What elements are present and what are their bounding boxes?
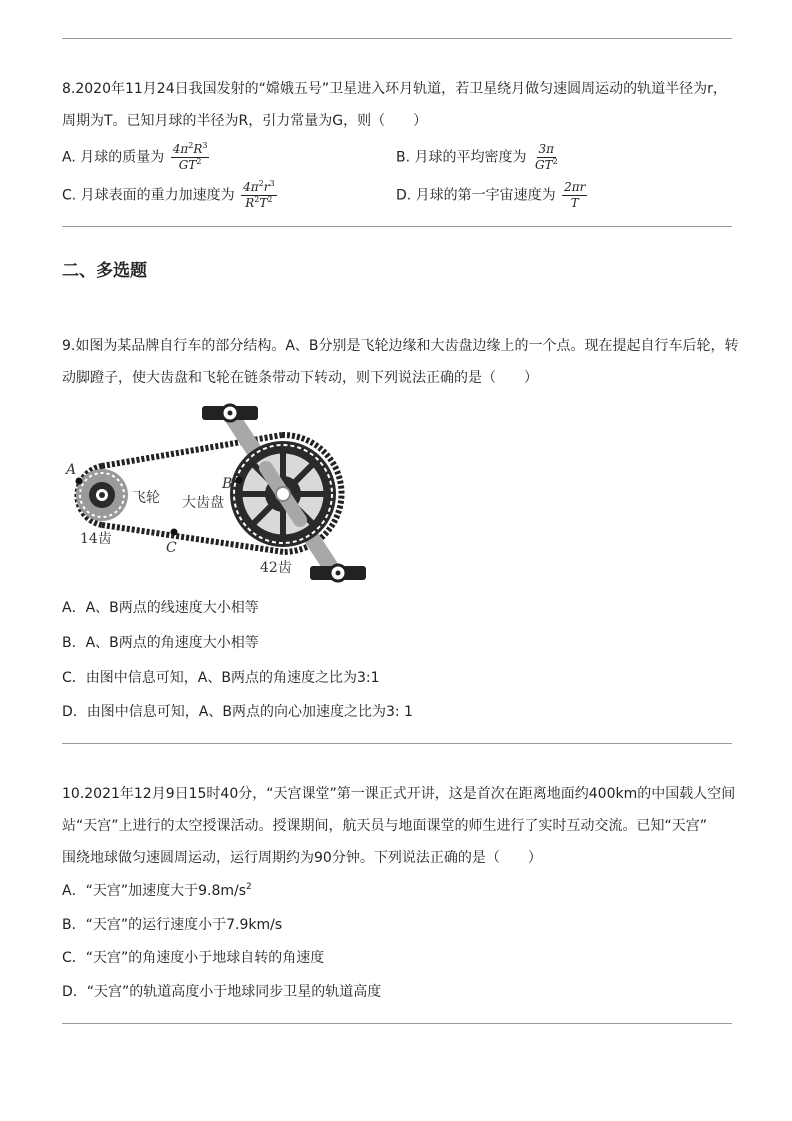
q10-option-c[interactable]: C．“天宫”的角速度小于地球自转的角速度	[62, 950, 325, 966]
q8-option-c-label: C. 月球表面的重力加速度为	[62, 187, 235, 204]
q10-option-a-exponent: 2	[246, 882, 252, 892]
bicycle-chain-figure	[62, 400, 382, 595]
q8-option-d-formula: $\frac{2\pi r}{T}$	[564, 180, 586, 210]
point-b-marker	[236, 477, 243, 484]
q10-option-a[interactable]	[62, 881, 252, 901]
label-teeth-large: 42齿	[260, 560, 292, 576]
q8-divider	[62, 226, 732, 227]
q9-option-b[interactable]: B．A、B两点的角速度大小相等	[62, 635, 259, 651]
q8-stem-line1: 8.2020年11月24日我国发射的“嫦娥五号”卫星进入环月轨道，若卫星绕月做匀速圆周运动的轨道半径为r，	[62, 81, 727, 97]
q10-stem-line1: 10.2021年12月9日15时40分，“天宫课堂”第一课正式开讲，这是首次在距离地面约400km的中国载人空间	[62, 786, 736, 802]
q9-option-a[interactable]: A．A、B两点的线速度大小相等	[62, 600, 259, 616]
q8-option-c-formula: $\frac{4\pi^2r^3}{R^2T^2}$	[243, 179, 275, 210]
q8-option-a[interactable]	[62, 143, 209, 172]
bicycle-chain-diagram	[62, 400, 382, 595]
q10-stem-line2: 站“天宫”上进行的太空授课活动。授课期间，航天员与地面课堂的师生进行了实时互动交流。已知“天宫”	[62, 818, 708, 834]
q8-option-d-label: D. 月球的第一宇宙速度为	[396, 187, 556, 204]
q9-stem-line2: 动脚蹬子，使大齿盘和飞轮在链条带动下转动，则下列说法正确的是（ ）	[62, 370, 538, 386]
q9-option-c[interactable]: C．由图中信息可知，A、B两点的角速度之比为3:1	[62, 670, 380, 686]
q9-stem-line1: 9.如图为某品牌自行车的部分结构。A、B分别是飞轮边缘和大齿盘边缘上的一个点。现在提起自行车后轮，转	[62, 338, 739, 354]
q8-option-a-label: A. 月球的质量为	[62, 149, 165, 166]
q10-option-a-text: A．“天宫”加速度大于9.8m/s	[62, 883, 246, 899]
q10-stem-line3: 围绕地球做匀速圆周运动，运行周期约为90分钟。下列说法正确的是（ ）	[62, 850, 542, 866]
q8-option-b-formula: $\frac{3\pi}{GT^2}$	[534, 142, 558, 172]
q8-option-a-formula: $\frac{4\pi^2R^3}{GT^2}$	[172, 141, 208, 172]
q8-option-c[interactable]	[62, 181, 277, 210]
q8-stem-line2: 周期为T。已知月球的半径为R，引力常量为G，则（ ）	[62, 113, 428, 129]
q10-option-b[interactable]: B．“天宫”的运行速度小于7.9km/s	[62, 917, 283, 933]
q8-option-b-label: B. 月球的平均密度为	[396, 149, 527, 166]
q9-divider	[62, 743, 732, 744]
point-c-marker	[171, 529, 178, 536]
top-divider	[62, 38, 732, 39]
chainring	[230, 441, 336, 547]
flywheel	[76, 469, 128, 521]
label-teeth-small: 14齿	[80, 531, 112, 547]
q9-option-d[interactable]: D．由图中信息可知，A、B两点的向心加速度之比为3: 1	[62, 704, 413, 720]
label-chainring: 大齿盘	[182, 495, 224, 511]
section-title: 二、多选题	[62, 261, 147, 281]
label-c: C	[166, 540, 177, 556]
q8-option-d[interactable]	[396, 181, 587, 210]
q10-divider	[62, 1023, 732, 1024]
point-a-marker	[76, 478, 83, 485]
q8-option-b[interactable]	[396, 143, 560, 172]
label-flywheel: 飞轮	[132, 490, 160, 506]
label-b: B	[222, 476, 233, 492]
q10-option-d[interactable]: D．“天宫”的轨道高度小于地球同步卫星的轨道高度	[62, 984, 382, 1000]
label-a: A	[66, 462, 77, 478]
